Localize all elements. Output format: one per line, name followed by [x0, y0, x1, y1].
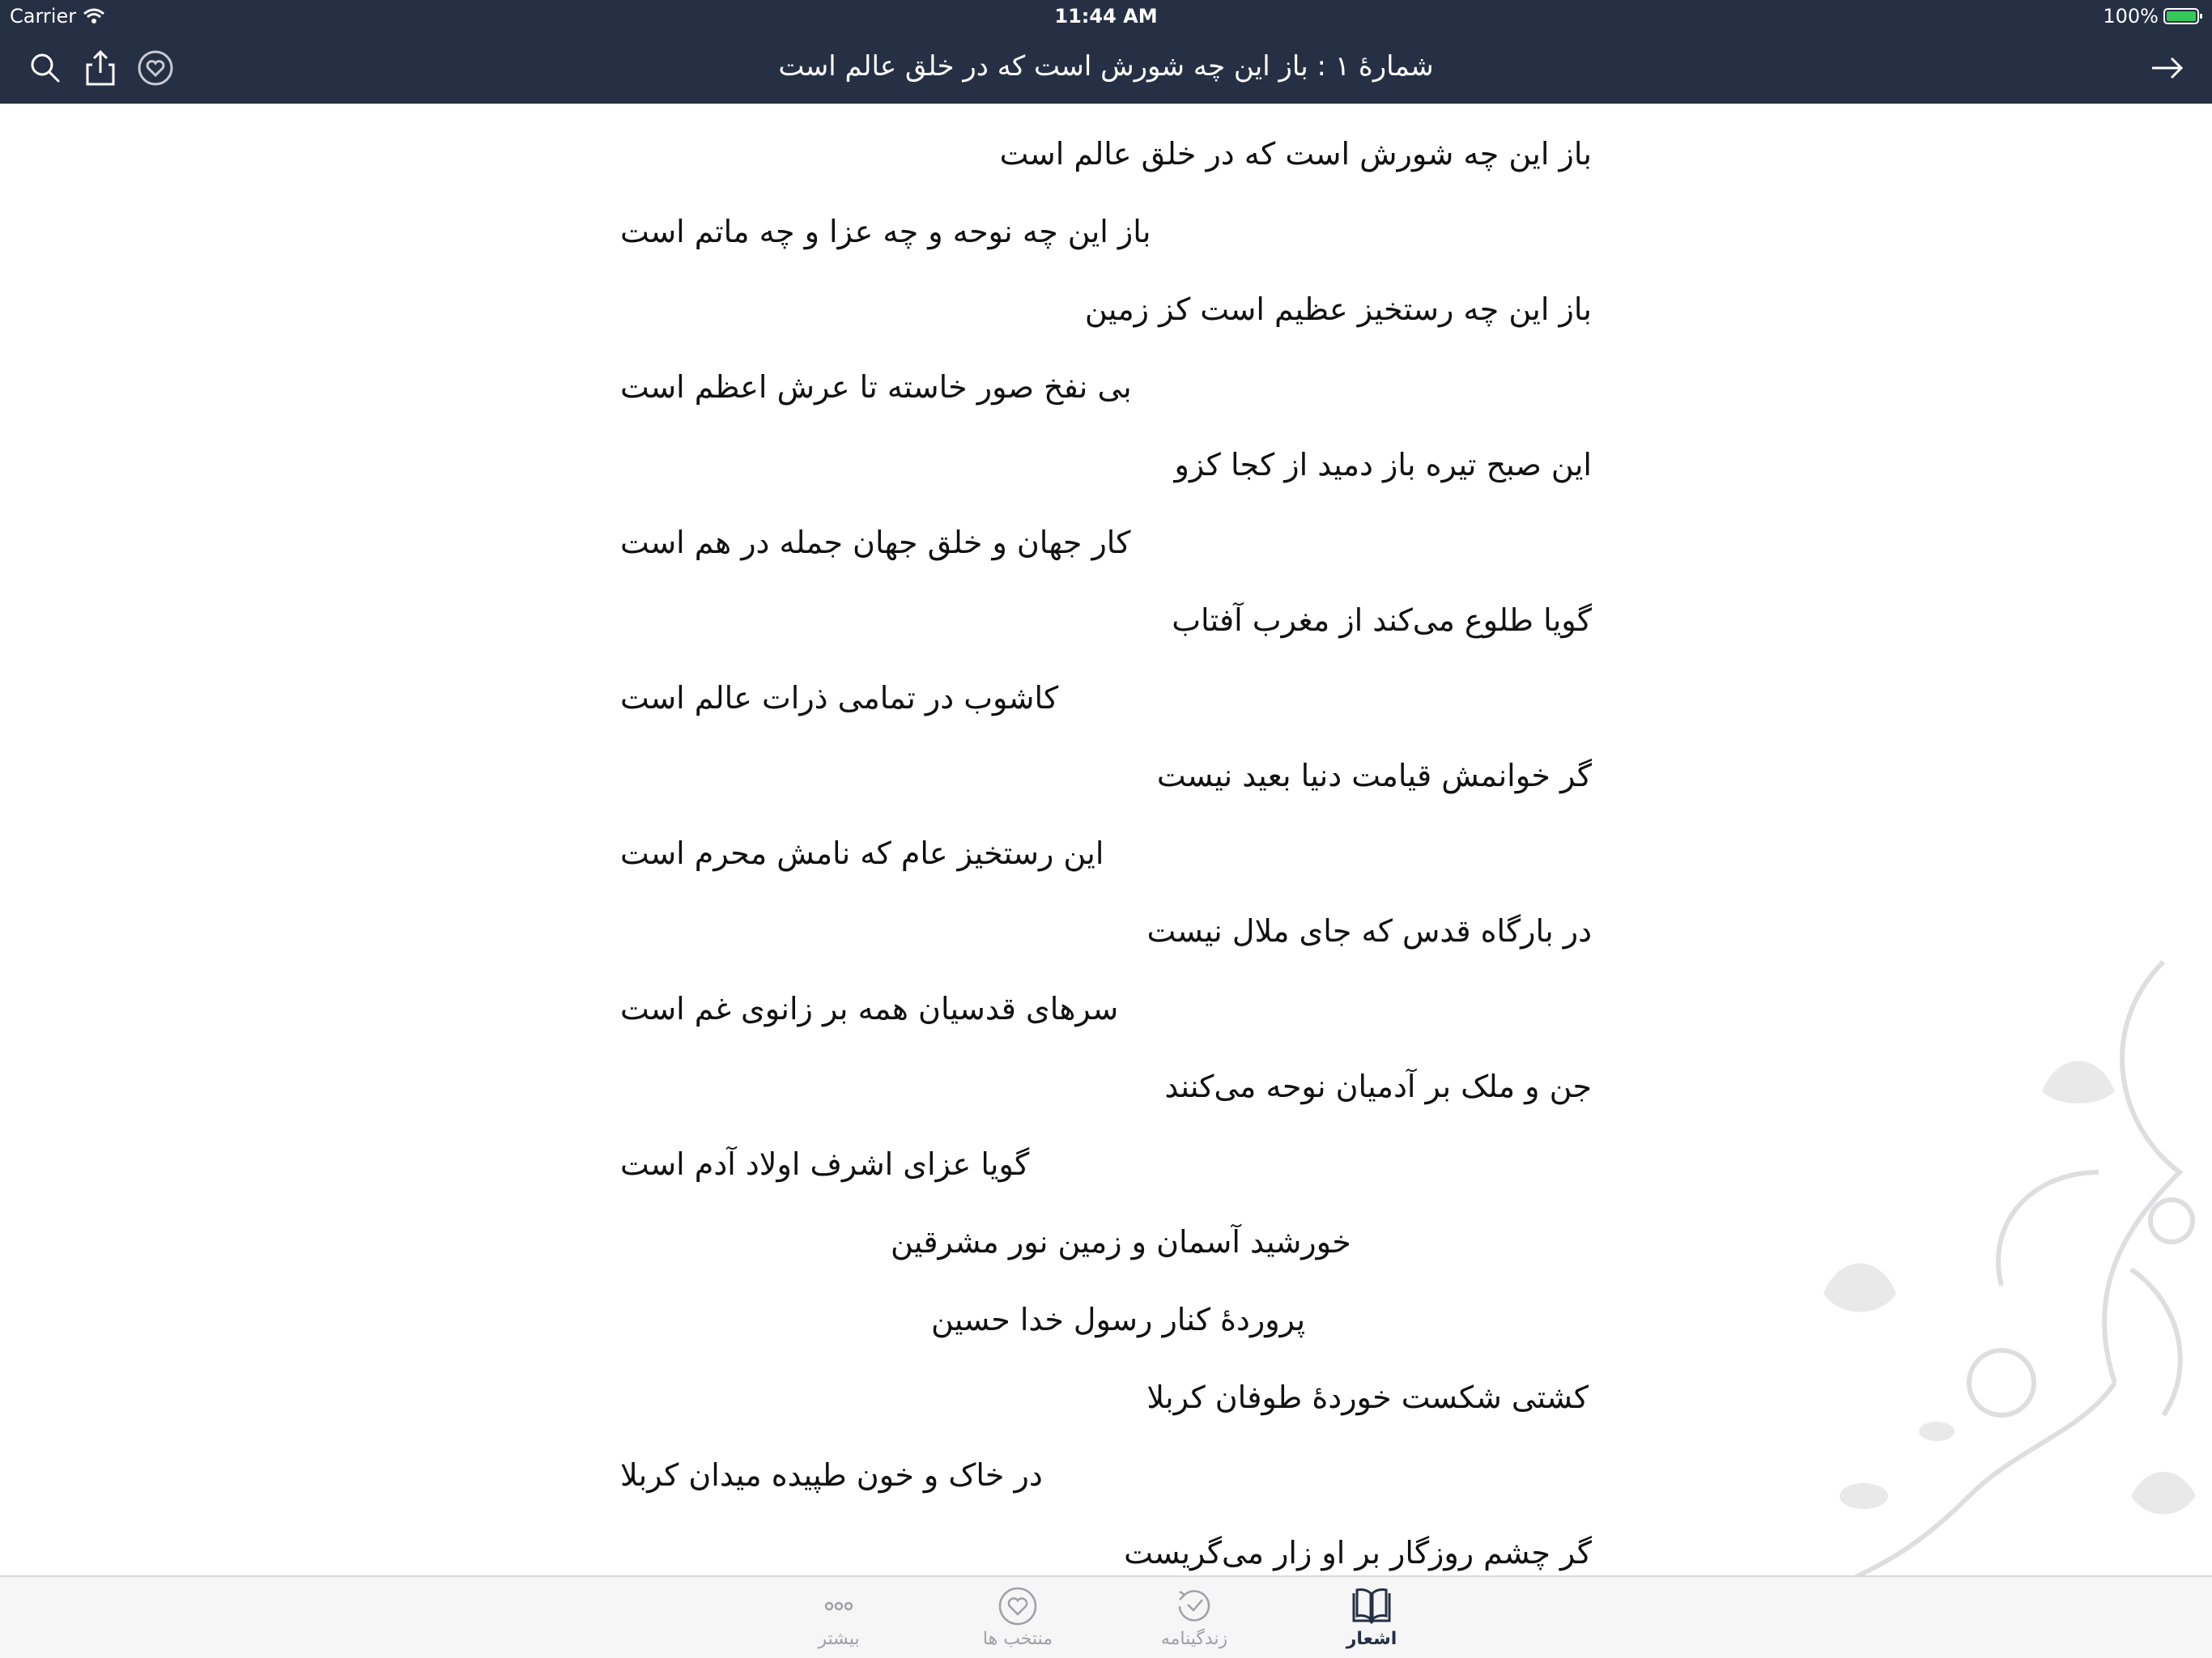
poem-line[interactable]: کار جهان و خلق جهان جمله در هم است	[620, 525, 1131, 560]
poem-line[interactable]: پروردهٔ کنار رسول خدا حسین	[931, 1302, 1306, 1337]
more-icon	[778, 1584, 900, 1629]
poem-line[interactable]: گر خوانمش قیامت دنیا بعید نیست	[1156, 758, 1592, 793]
tab-poems[interactable]	[1311, 1584, 1432, 1649]
navigation-bar	[0, 32, 2212, 104]
tab-more[interactable]	[778, 1584, 900, 1649]
poem-line[interactable]: گر چشم روزگار بر او زار می‌گریست	[1124, 1535, 1592, 1571]
poem-line[interactable]: کشتی شکست خوردهٔ طوفان کربلا	[1146, 1380, 1589, 1415]
tab-biography[interactable]	[1134, 1584, 1255, 1649]
poem-line[interactable]: باز این چه نوحه و چه عزا و چه ماتم است	[620, 214, 1151, 249]
back-arrow-icon[interactable]	[2146, 47, 2188, 89]
carrier-label: Carrier	[10, 5, 77, 28]
tab-label: منتخب ها	[982, 1629, 1053, 1649]
poem-line[interactable]: این صبح تیره باز دمید از کجا کزو	[1174, 447, 1592, 483]
floral-ornament-icon	[1678, 929, 2212, 1577]
poem-line[interactable]: سرهای قدسیان همه بر زانوی غم است	[620, 991, 1119, 1027]
poem-line[interactable]: کاشوب در تمامی ذرات عالم است	[620, 680, 1059, 716]
status-time: 11:44 AM	[1054, 5, 1158, 28]
page-title: شمارهٔ ۱ : باز این چه شورش است که در خلق عالم است	[778, 50, 1434, 83]
book-icon	[1311, 1584, 1432, 1629]
poem-view[interactable]	[0, 104, 2212, 1577]
top-header	[0, 0, 2212, 104]
poem-line[interactable]: در خاک و خون طپیده میدان کربلا	[620, 1457, 1043, 1493]
battery-icon	[2163, 8, 2199, 24]
poem-line[interactable]: این رستخیز عام که نامش محرم است	[620, 835, 1104, 871]
poem-line[interactable]: خورشید آسمان و زمین نور مشرقین	[891, 1224, 1351, 1260]
poem-line[interactable]: بی نفخ صور خاسته تا عرش اعظم است	[620, 369, 1132, 405]
poem-line[interactable]: باز این چه شورش است که در خلق عالم است	[999, 136, 1592, 172]
tab-favorites[interactable]	[957, 1584, 1078, 1649]
status-bar	[0, 0, 2212, 32]
poem-line[interactable]: جن و ملک بر آدمیان نوحه می‌کنند	[1164, 1069, 1592, 1104]
poem-line[interactable]: گویا عزای اشرف اولاد آدم است	[620, 1146, 1030, 1182]
poem-line[interactable]: گویا طلوع می‌کند از مغرب آفتاب	[1172, 602, 1592, 638]
heart-icon	[957, 1584, 1078, 1629]
poem-line[interactable]: باز این چه رستخیز عظیم است کز زمین	[1084, 291, 1592, 327]
tab-label: بیشتر	[818, 1629, 860, 1649]
poem-line[interactable]: در بارگاه قدس که جای ملال نیست	[1146, 913, 1592, 949]
history-icon	[1134, 1584, 1255, 1629]
tab-label: اشعار	[1346, 1629, 1397, 1649]
tab-label: زندگینامه	[1160, 1629, 1228, 1649]
battery-indicator	[2103, 5, 2199, 28]
battery-label: 100%	[2103, 5, 2159, 28]
tab-bar	[0, 1575, 2212, 1658]
